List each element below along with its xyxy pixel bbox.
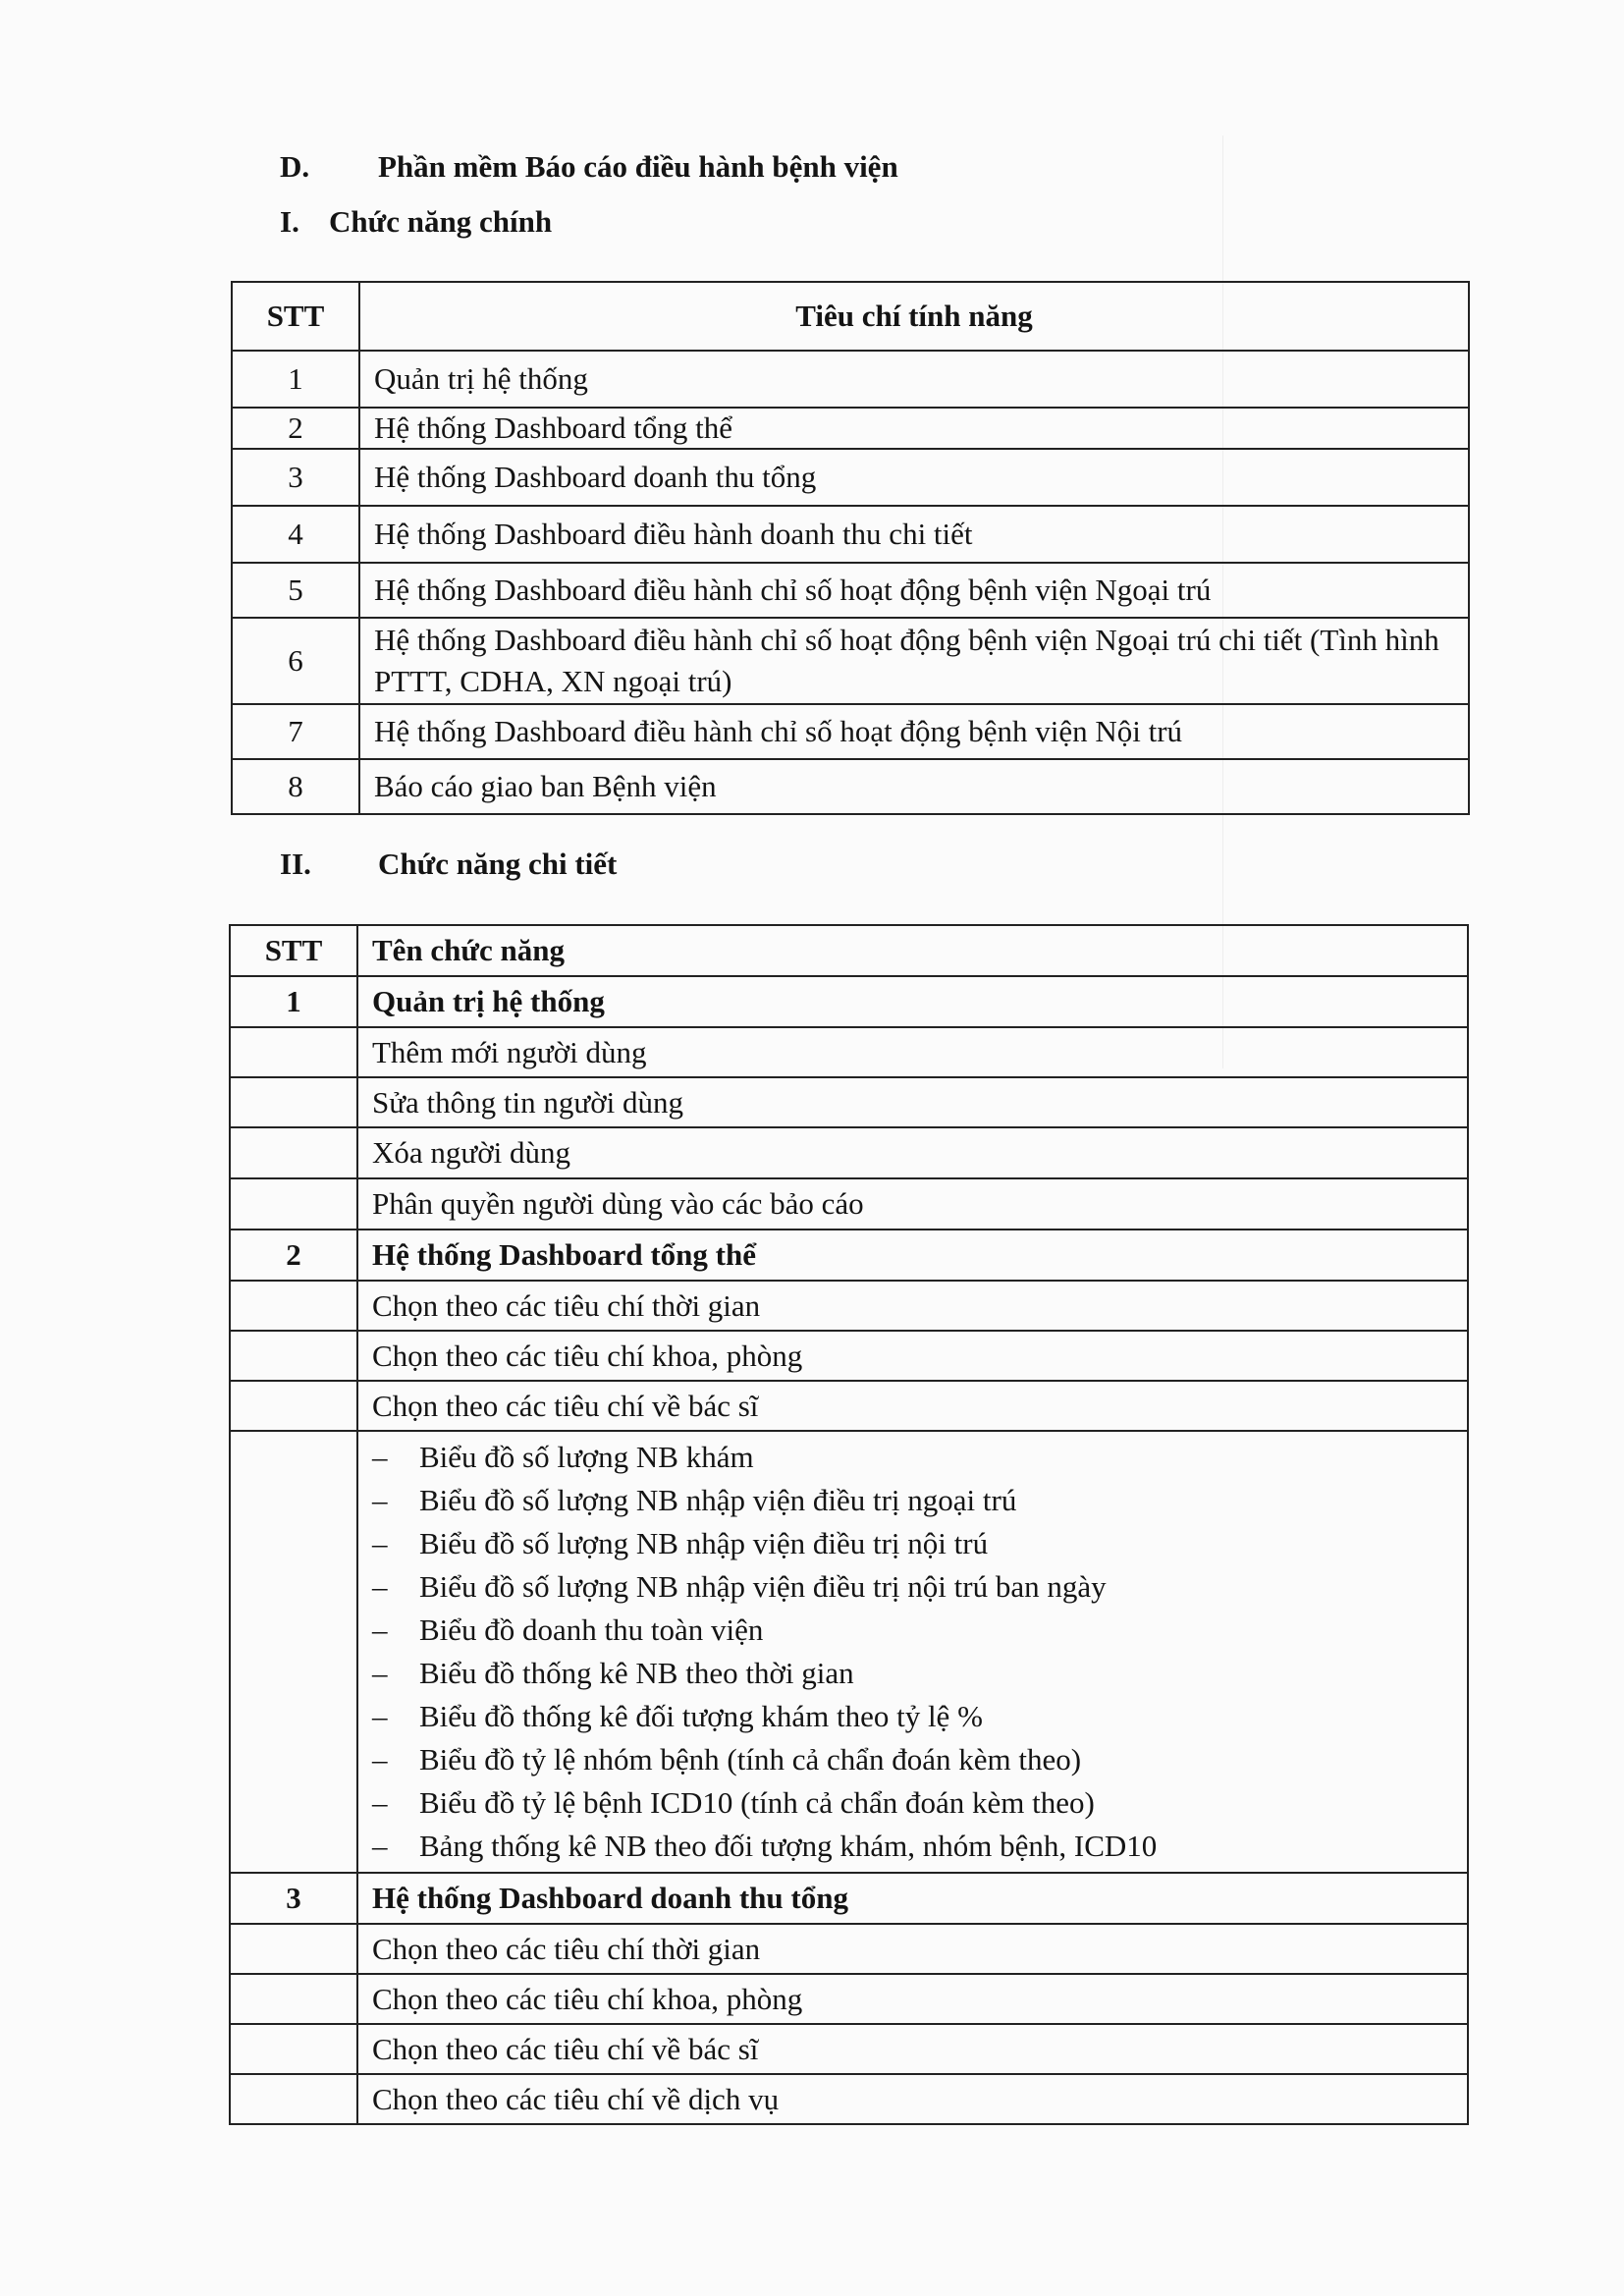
row-stt: 8	[232, 759, 359, 814]
function-item: Chọn theo các tiêu chí về dịch vụ	[357, 2074, 1468, 2124]
table-row	[230, 1281, 1468, 1331]
row-stt: 7	[232, 704, 359, 759]
table-row	[230, 1974, 1468, 2024]
row-text: Báo cáo giao ban Bệnh viện	[359, 759, 1469, 814]
group-stt: 1	[230, 976, 357, 1027]
list-item: – Bảng thống kê NB theo đối tượng khám, nhóm bệnh, ICD10	[372, 1829, 1158, 1863]
table-row	[230, 1077, 1468, 1127]
table-row	[230, 1127, 1468, 1178]
table-row	[230, 2024, 1468, 2074]
section-2-heading	[280, 847, 617, 882]
row-text: Quản trị hệ thống	[359, 351, 1469, 408]
section-2-mark: II.	[280, 847, 311, 881]
function-item: Thêm mới người dùng	[357, 1027, 1468, 1077]
header-function-name: Tên chức năng	[357, 925, 1468, 976]
row-text: Hệ thống Dashboard điều hành doanh thu chi tiết	[359, 506, 1469, 563]
table-row	[230, 1381, 1468, 1431]
function-item: Chọn theo các tiêu chí về bác sĩ	[357, 2024, 1468, 2074]
table-row	[232, 408, 1469, 449]
section-1-title: Chức năng chính	[329, 204, 553, 239]
list-item: – Biểu đồ số lượng NB nhập viện điều trị nội trú ban ngày	[372, 1569, 1107, 1604]
function-item: Chọn theo các tiêu chí khoa, phòng	[357, 1974, 1468, 2024]
table-row	[232, 449, 1469, 506]
header-criteria: Tiêu chí tính năng	[359, 282, 1469, 351]
group-row	[230, 976, 1468, 1027]
table-row	[232, 351, 1469, 408]
row-stt: 6	[232, 618, 359, 704]
list-item: – Biểu đồ thống kê NB theo thời gian	[372, 1656, 854, 1690]
table-row	[230, 1924, 1468, 1974]
section-d-heading	[280, 149, 898, 185]
list-item: – Biểu đồ doanh thu toàn viện	[372, 1613, 764, 1647]
group-row	[230, 1873, 1468, 1924]
group-stt: 3	[230, 1873, 357, 1924]
table-header-row	[230, 925, 1468, 976]
chart-bullet-list	[358, 1436, 1467, 1868]
function-item: Chọn theo các tiêu chí thời gian	[357, 1281, 1468, 1331]
row-stt: 1	[232, 351, 359, 408]
row-text: Hệ thống Dashboard doanh thu tổng	[359, 449, 1469, 506]
list-item: – Biểu đồ tỷ lệ bệnh ICD10 (tính cả chẩn đoán kèm theo)	[372, 1785, 1095, 1820]
row-stt: 5	[232, 563, 359, 618]
row-stt: 4	[232, 506, 359, 563]
table-header-row	[232, 282, 1469, 351]
section-1-heading	[280, 204, 552, 240]
row-text: Hệ thống Dashboard điều hành chỉ số hoạt động bệnh viện Ngoại trú chi tiết (Tình hình PTTT, CDHA, XN ngoại trú)	[359, 618, 1469, 704]
group-title: Hệ thống Dashboard doanh thu tổng	[357, 1873, 1468, 1924]
list-item: – Biểu đồ số lượng NB nhập viện điều trị ngoại trú	[372, 1483, 1017, 1517]
header-stt: STT	[232, 282, 359, 351]
row-text: Hệ thống Dashboard điều hành chỉ số hoạt động bệnh viện Nội trú	[359, 704, 1469, 759]
list-item: – Biểu đồ tỷ lệ nhóm bệnh (tính cả chẩn đoán kèm theo)	[372, 1742, 1082, 1777]
table-row	[232, 618, 1469, 704]
table-row	[230, 1178, 1468, 1230]
chart-list-cell	[357, 1431, 1468, 1873]
group-stt: 2	[230, 1230, 357, 1281]
main-features-table	[231, 281, 1470, 815]
group-title: Hệ thống Dashboard tổng thể	[357, 1230, 1468, 1281]
table-row	[232, 563, 1469, 618]
table-row	[232, 506, 1469, 563]
list-item: – Biểu đồ thống kê đối tượng khám theo tỷ lệ %	[372, 1699, 983, 1733]
table-row	[232, 704, 1469, 759]
list-item: – Biểu đồ số lượng NB khám	[372, 1440, 754, 1474]
section-2-title: Chức năng chi tiết	[378, 847, 618, 881]
group-row	[230, 1230, 1468, 1281]
section-d-title: Phần mềm Báo cáo điều hành bệnh viện	[378, 149, 898, 184]
function-item: Xóa người dùng	[357, 1127, 1468, 1178]
table-row	[230, 2074, 1468, 2124]
table-row	[232, 759, 1469, 814]
row-stt: 2	[232, 408, 359, 449]
function-item: Phân quyền người dùng vào các bảo cáo	[357, 1178, 1468, 1230]
list-item: – Biểu đồ số lượng NB nhập viện điều trị nội trú	[372, 1526, 989, 1560]
function-item: Chọn theo các tiêu chí thời gian	[357, 1924, 1468, 1974]
header-stt: STT	[230, 925, 357, 976]
row-stt: 3	[232, 449, 359, 506]
table-row	[230, 1431, 1468, 1873]
section-d-mark: D.	[280, 149, 310, 184]
function-item: Chọn theo các tiêu chí về bác sĩ	[357, 1381, 1468, 1431]
row-text: Hệ thống Dashboard tổng thể	[359, 408, 1469, 449]
table-row	[230, 1027, 1468, 1077]
function-item: Sửa thông tin người dùng	[357, 1077, 1468, 1127]
detail-features-table	[229, 924, 1469, 2125]
table-row	[230, 1331, 1468, 1381]
function-item: Chọn theo các tiêu chí khoa, phòng	[357, 1331, 1468, 1381]
section-1-mark: I.	[280, 204, 299, 239]
row-text: Hệ thống Dashboard điều hành chỉ số hoạt động bệnh viện Ngoại trú	[359, 563, 1469, 618]
group-title: Quản trị hệ thống	[357, 976, 1468, 1027]
